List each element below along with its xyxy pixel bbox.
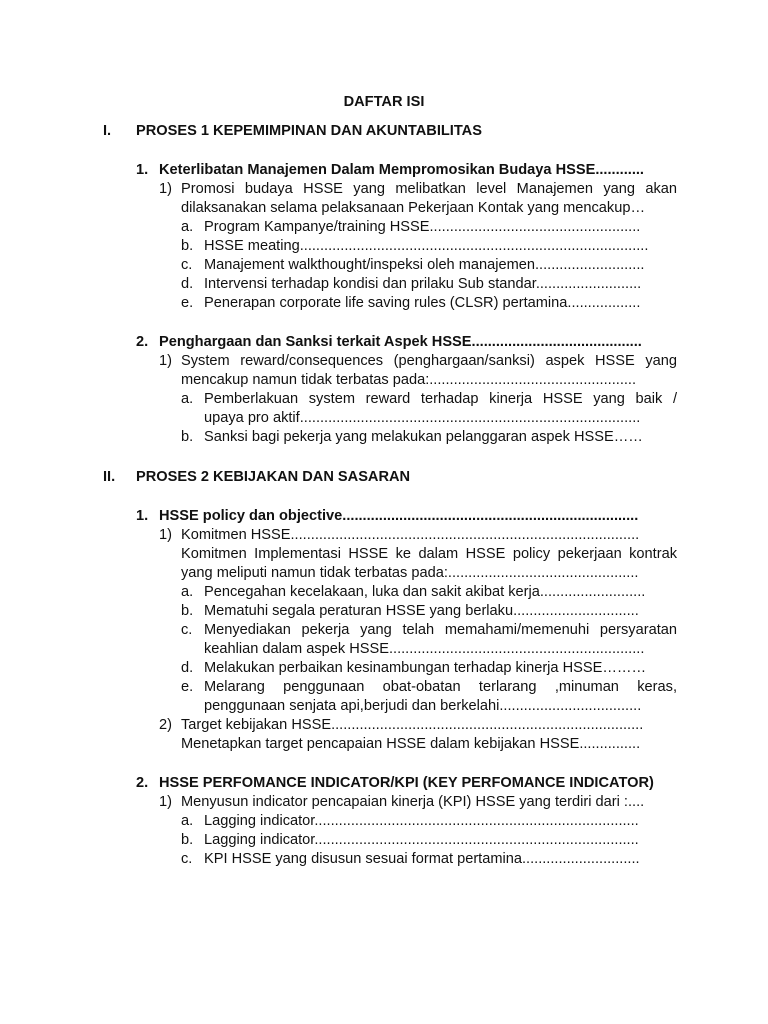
section-title: PROSES 1 KEPEMIMPINAN DAN AKUNTABILITAS <box>136 123 482 139</box>
point-text-line: Komitmen Implementasi HSSE ke dalam HSSE policy pekerjaan kontrak <box>181 546 677 562</box>
point-number: 1) <box>159 353 172 369</box>
point-number: 2) <box>159 717 172 733</box>
point-text-line: Menetapkan target pencapaian HSSE dalam kebijakan HSSE............... <box>181 736 641 752</box>
list-item-letter: a. <box>181 813 194 829</box>
subsection-title: Keterlibatan Manajemen Dalam Mempromosikan Budaya HSSE............ <box>159 162 644 178</box>
list-item-letter: c. <box>181 257 193 273</box>
list-item-text: keahlian dalam aspek HSSE............................................................... <box>204 641 645 657</box>
list-item-letter: b. <box>181 429 194 445</box>
list-item-text: Program Kampanye/training HSSE.................................................... <box>204 219 641 235</box>
point-text-line: Komitmen HSSE...................................................................................... <box>181 527 640 543</box>
list-item-text: Penerapan corporate life saving rules (CLSR) pertamina.................. <box>204 295 641 311</box>
list-item-letter: a. <box>181 219 194 235</box>
list-item-letter: c. <box>181 851 193 867</box>
list-item-letter: e. <box>181 679 194 695</box>
subsection-number: 2. <box>136 334 149 350</box>
point-number: 1) <box>159 794 172 810</box>
list-item-letter: d. <box>181 276 194 292</box>
point-text-line: Menyusun indicator pencapaian kinerja (KPI) HSSE yang terdiri dari :.... <box>181 794 645 810</box>
list-item-text: Manajement walkthought/inspeksi oleh manajemen........................... <box>204 257 645 273</box>
subsection-title: HSSE PERFOMANCE INDICATOR/KPI (KEY PERFOMANCE INDICATOR) <box>159 775 654 791</box>
list-item-text: Melarang penggunaan obat-obatan terlarang ,minuman keras, <box>204 679 677 695</box>
list-item-text: upaya pro aktif.................................................................................... <box>204 410 641 426</box>
point-number: 1) <box>159 181 172 197</box>
list-item-text: Pemberlakuan system reward terhadap kinerja HSSE yang baik / <box>204 391 677 407</box>
point-text-line: yang meliputi namun tidak terbatas pada:............................................... <box>181 565 639 581</box>
list-item-text: HSSE meating...................................................................................... <box>204 238 649 254</box>
list-item-letter: a. <box>181 391 194 407</box>
list-item-letter: a. <box>181 584 194 600</box>
list-item-letter: c. <box>181 622 193 638</box>
point-text-line: System reward/consequences (penghargaan/sanksi) aspek HSSE yang <box>181 353 677 369</box>
section-number: I. <box>103 123 112 139</box>
list-item-text: Menyediakan pekerja yang telah memahami/memenuhi persyaratan <box>204 622 677 638</box>
list-item-text: Melakukan perbaikan kesinambungan terhadap kinerja HSSE……… <box>204 660 647 676</box>
section-number: II. <box>103 469 116 485</box>
section-title: PROSES 2 KEBIJAKAN DAN SASARAN <box>136 469 411 485</box>
list-item-letter: b. <box>181 238 194 254</box>
subsection-title: Penghargaan dan Sanksi terkait Aspek HSSE.......................................... <box>159 334 642 350</box>
list-item-letter: d. <box>181 660 194 676</box>
list-item-text: Intervensi terhadap kondisi dan prilaku Sub standar.......................... <box>204 276 642 292</box>
list-item-text: Mematuhi segala peraturan HSSE yang berlaku............................... <box>204 603 639 619</box>
list-item-text: KPI HSSE yang disusun sesuai format pertamina............................. <box>204 851 640 867</box>
point-text-line: Promosi budaya HSSE yang melibatkan level Manajemen yang akan <box>181 181 677 197</box>
point-number: 1) <box>159 527 172 543</box>
point-text-line: Target kebijakan HSSE............................................................................. <box>181 717 644 733</box>
subsection-number: 1. <box>136 508 149 524</box>
subsection-number: 1. <box>136 162 149 178</box>
document-title: DAFTAR ISI <box>343 94 425 110</box>
list-item-text: penggunaan senjata api,berjudi dan berkelahi................................... <box>204 698 642 714</box>
list-item-text: Lagging indicator................................................................................ <box>204 832 639 848</box>
subsection-title: HSSE policy dan objective......................................................................... <box>159 508 639 524</box>
list-item-text: Pencegahan kecelakaan, luka dan sakit akibat kerja.......................... <box>204 584 646 600</box>
list-item-text: Lagging indicator................................................................................ <box>204 813 639 829</box>
point-text-line: mencakup namun tidak terbatas pada:................................................... <box>181 372 637 388</box>
list-item-letter: e. <box>181 295 194 311</box>
point-text-line: dilaksanakan selama pelaksanaan Pekerjaan Kontak yang mencakup… <box>181 200 646 216</box>
list-item-letter: b. <box>181 603 194 619</box>
list-item-text: Sanksi bagi pekerja yang melakukan pelanggaran aspek HSSE…… <box>204 429 643 445</box>
list-item-letter: b. <box>181 832 194 848</box>
subsection-number: 2. <box>136 775 149 791</box>
